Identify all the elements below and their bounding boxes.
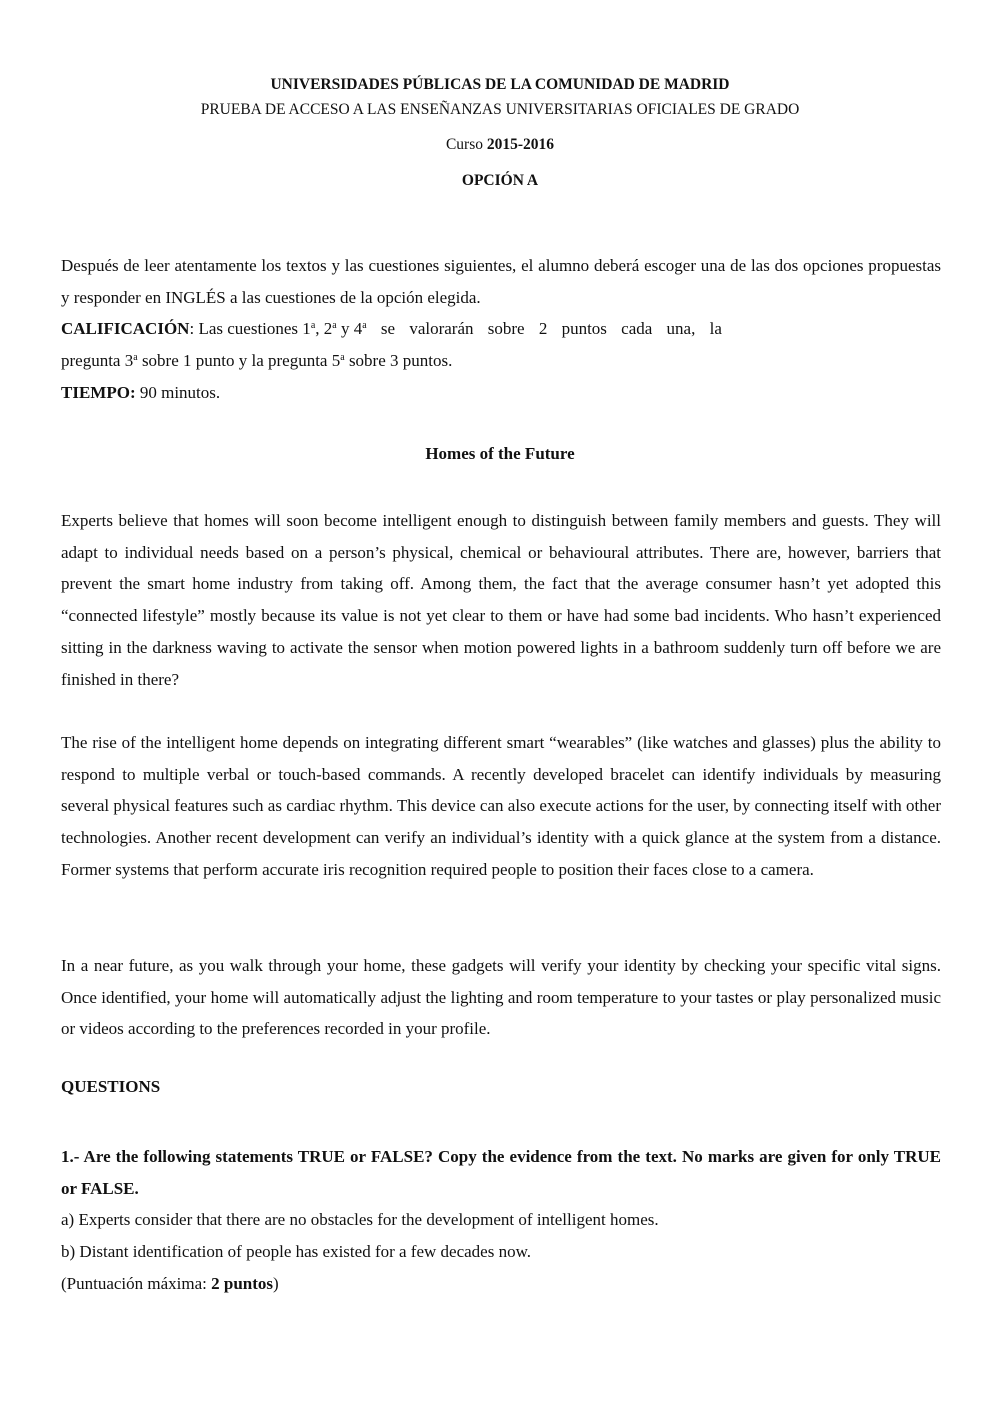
instructions-text: Después de leer atentamente los textos y las cuestiones siguientes, el alumno deberá escoger una de las dos opciones propuestas y responder en INGLÉS a las cuestiones de la opción elegida. [61, 256, 941, 307]
questions-heading: QUESTIONS [61, 1077, 161, 1096]
grading-text: sobre 3 puntos. [344, 351, 453, 371]
time-value: 90 minutos. [135, 382, 221, 402]
grading-text: , 2 [315, 319, 333, 339]
ordinal-sup: a [133, 352, 138, 364]
grading-line-1 [61, 313, 941, 345]
question-1-item-b: b) Distant identification of people has existed for a few decades now. [61, 1242, 532, 1262]
intro-block [61, 250, 941, 409]
time-label: TIEMPO: [61, 382, 136, 402]
question-1 [61, 1141, 941, 1300]
option-heading: OPCIÓN A [461, 172, 539, 189]
score-suffix: ) [273, 1273, 279, 1293]
ordinal-sup: a [362, 320, 367, 332]
grading-text: sobre 1 punto y la pregunta 5 [137, 351, 341, 371]
ordinal-sup: a [310, 320, 316, 332]
grading-text: pregunta 3 [61, 351, 134, 371]
grading-text: y 4 [336, 319, 363, 339]
article-paragraph-3: In a near future, as you walk through your home, these gadgets will verify your identity by checking your specific vital signs. Once identified, your home will automatically adjust the lighting and room temperature to your tastes or play personalized music or videos according to the preferences recorded in your profile. [61, 956, 941, 1039]
grading-line-2 [61, 345, 941, 377]
ordinal-sup: a [340, 352, 345, 364]
exam-heading: PRUEBA DE ACCESO A LAS ENSEÑANZAS UNIVERSITARIAS OFICIALES DE GRADO [200, 101, 800, 118]
score-prefix: (Puntuación máxima: [61, 1273, 212, 1293]
course-line [0, 136, 1000, 154]
question-1-item-a: a) Experts consider that there are no obstacles for the development of intelligent homes. [61, 1210, 659, 1230]
time-line [61, 377, 941, 409]
grading-text: se valorarán sobre 2 puntos cada una, la [366, 319, 722, 339]
question-1-prompt: 1.- Are the following statements TRUE or FALSE? Copy the evidence from the text. No marks are given for only TRUE or FALSE. [61, 1147, 941, 1198]
grading-text: : Las cuestiones 1 [189, 319, 311, 339]
article-title: Homes of the Future [425, 444, 575, 463]
grading-label: CALIFICACIÓN [61, 319, 190, 339]
score-value: 2 puntos [211, 1273, 274, 1293]
course-label: Curso [445, 136, 483, 153]
article-paragraph-2: The rise of the intelligent home depends on integrating different smart “wearables” (like watches and glasses) plus the ability to respond to multiple verbal or touch-based commands. A recently developed bracelet can identify individuals by measuring several physical features such as cardiac rhythm. This device can also execute actions for the user, by connecting itself with other technologies. Another recent development can verify an individual’s identity with a quick glance at the system from a distance. Former systems that perform accurate iris recognition required people to position their faces close to a camera. [61, 733, 941, 879]
ordinal-sup: a [332, 320, 337, 332]
question-1-score [61, 1268, 941, 1300]
university-heading: UNIVERSIDADES PÚBLICAS DE LA COMUNIDAD DE MADRID [270, 76, 730, 93]
article-paragraph-1: Experts believe that homes will soon become intelligent enough to distinguish between family members and guests. They will adapt to individual needs based on a person’s physical, chemical or behavioural attributes. There are, however, barriers that prevent the smart home industry from taking off. Among them, the fact that the average consumer hasn’t yet adopted this “connected lifestyle” mostly because its value is not yet clear to them or have had some bad incidents. Who hasn’t experienced sitting in the darkness waving to activate the sensor when motion powered lights in a bathroom suddenly turn off before we are finished in there? [61, 511, 941, 689]
course-year: 2015-2016 [486, 136, 555, 153]
